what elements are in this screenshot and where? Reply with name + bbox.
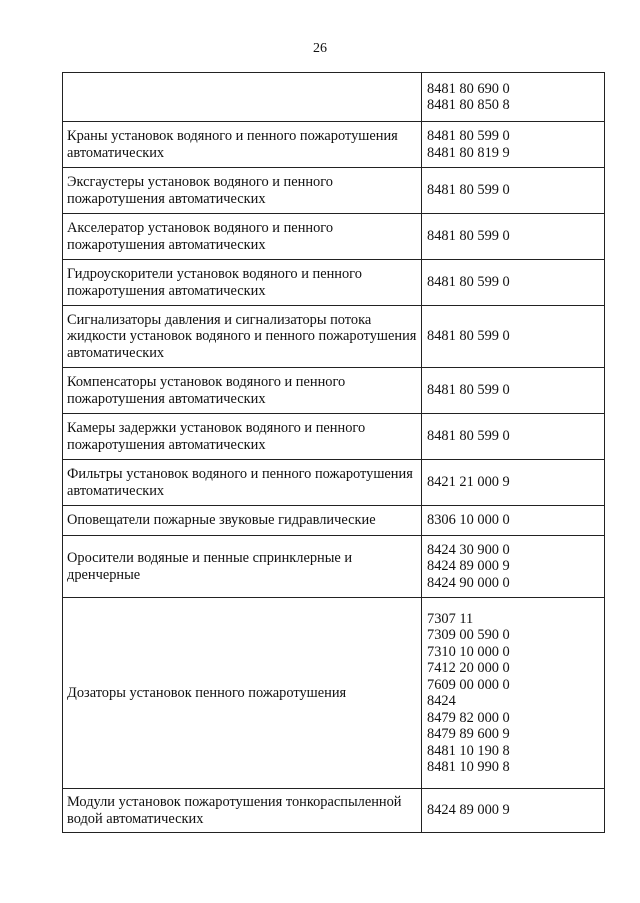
tnved-code: 8479 82 000 0 — [427, 709, 510, 726]
tnved-code: 8481 80 599 0 — [427, 328, 510, 345]
tnved-code: 8481 80 599 0 — [427, 182, 510, 199]
tnved-code-cell — [422, 598, 605, 789]
tnved-code: 8481 80 599 0 — [427, 128, 510, 144]
tnved-code-cell — [422, 789, 605, 833]
table-row — [63, 368, 605, 414]
table-row — [63, 306, 605, 368]
tnved-code-cell — [422, 368, 605, 414]
product-name-cell: Гидроускорители установок водяного и пенного пожаротушения автоматических — [63, 260, 422, 306]
tnved-code: 8424 89 000 9 — [427, 558, 510, 575]
tnved-code: 8424 — [427, 693, 456, 709]
product-name-cell: Краны установок водяного и пенного пожаротушения автоматических — [63, 122, 422, 168]
tnved-code-cell — [422, 168, 605, 214]
product-name-cell: Оповещатели пожарные звуковые гидравлические — [63, 506, 422, 536]
tnved-code: 8421 21 000 9 — [427, 474, 510, 491]
table-row — [63, 73, 605, 122]
tnved-code: 8479 89 600 9 — [427, 726, 510, 742]
table-row — [63, 214, 605, 260]
tnved-code: 7307 11 — [427, 610, 474, 627]
tnved-code: 7412 20 000 0 — [427, 660, 510, 676]
tnved-code-cell — [422, 460, 605, 506]
tnved-code-cell — [422, 536, 605, 598]
tnved-code-cell — [422, 214, 605, 260]
table-row — [63, 414, 605, 460]
table-row — [63, 122, 605, 168]
product-name-cell: Камеры задержки установок водяного и пенного пожаротушения автоматических — [63, 414, 422, 460]
product-name-cell: Оросители водяные и пенные спринклерные и дренчерные — [63, 536, 422, 598]
product-name-cell — [63, 73, 422, 122]
table-row — [63, 506, 605, 536]
table-row — [63, 168, 605, 214]
product-code-table — [62, 72, 605, 833]
tnved-code-cell — [422, 306, 605, 368]
product-name-cell: Сигнализаторы давления и сигнализаторы потока жидкости установок водяного и пенного пожаротушения автоматических — [63, 306, 422, 368]
tnved-code-cell — [422, 414, 605, 460]
product-name-cell: Компенсаторы установок водяного и пенного пожаротушения автоматических — [63, 368, 422, 414]
tnved-code: 8481 80 599 0 — [427, 428, 510, 445]
tnved-code: 8481 80 599 0 — [427, 228, 510, 245]
tnved-code: 8424 90 000 0 — [427, 574, 510, 591]
tnved-code-cell — [422, 122, 605, 168]
tnved-code: 7609 00 000 0 — [427, 676, 510, 693]
product-name-cell: Дозаторы установок пенного пожаротушения — [63, 598, 422, 789]
product-name-cell: Модули установок пожаротушения тонкораспыленной водой автоматических — [63, 789, 422, 833]
tnved-code: 8481 80 819 9 — [427, 144, 510, 161]
tnved-code-cell — [422, 260, 605, 306]
tnved-code: 8306 10 000 0 — [427, 512, 510, 529]
table-body — [63, 73, 605, 833]
table-row — [63, 460, 605, 506]
tnved-code: 8481 80 599 0 — [427, 382, 510, 399]
table-row — [63, 789, 605, 833]
tnved-code-cell — [422, 506, 605, 536]
table-row — [63, 598, 605, 789]
tnved-code: 8424 89 000 9 — [427, 802, 510, 819]
tnved-code: 8481 10 190 8 — [427, 742, 510, 759]
product-name-cell: Акселератор установок водяного и пенного пожаротушения автоматических — [63, 214, 422, 260]
tnved-code-cell — [422, 73, 605, 122]
tnved-code: 7309 00 590 0 — [427, 627, 510, 643]
product-name-cell: Фильтры установок водяного и пенного пожаротушения автоматических — [63, 460, 422, 506]
tnved-code: 7310 10 000 0 — [427, 643, 510, 660]
tnved-code: 8481 80 599 0 — [427, 274, 510, 291]
tnved-code: 8481 80 850 8 — [427, 97, 510, 113]
page-number: 26 — [313, 41, 327, 56]
table-row — [63, 260, 605, 306]
table-row — [63, 536, 605, 598]
tnved-code: 8481 80 690 0 — [427, 80, 510, 97]
tnved-code: 8424 30 900 0 — [427, 541, 510, 558]
tnved-code: 8481 10 990 8 — [427, 759, 510, 775]
product-name-cell: Эксгаустеры установок водяного и пенного пожаротушения автоматических — [63, 168, 422, 214]
